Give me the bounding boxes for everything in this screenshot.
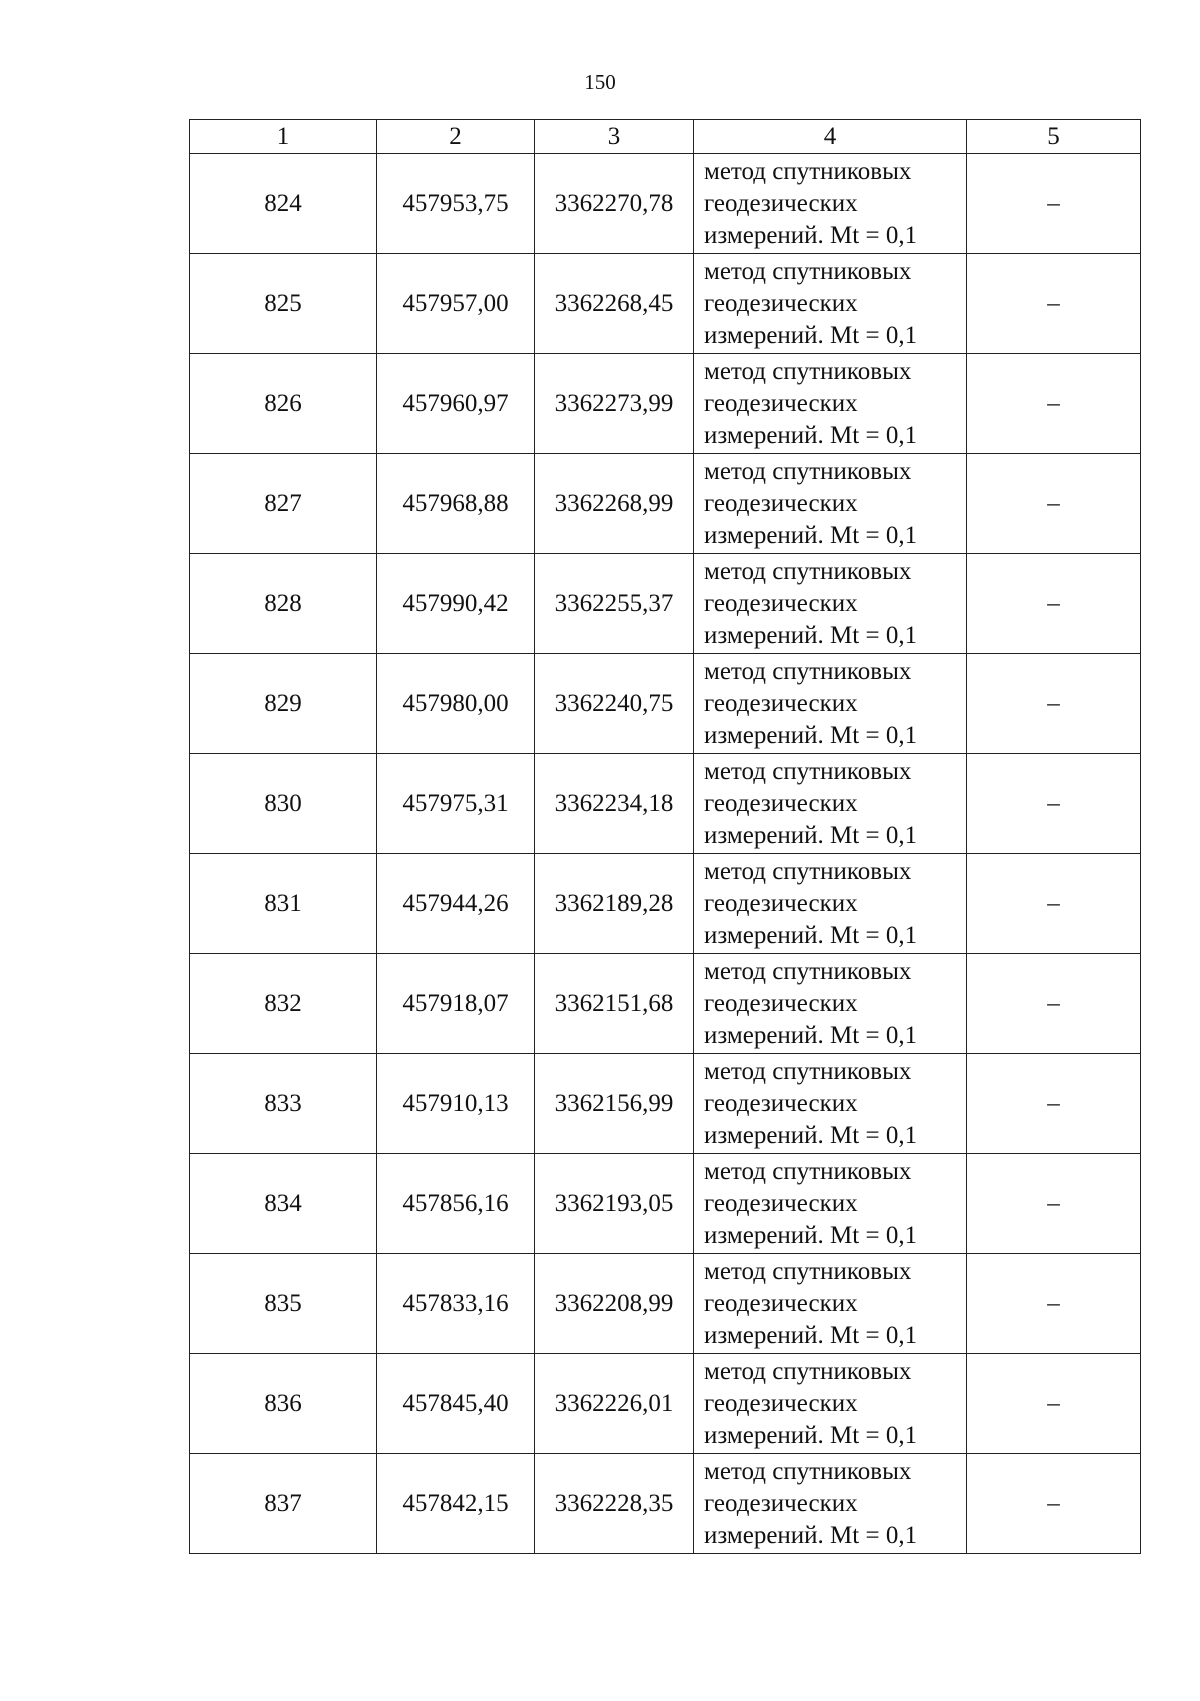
method-line: измерений. Mt = 0,1 (704, 1121, 918, 1149)
column-header: 1 (190, 120, 377, 154)
method-line: измерений. Mt = 0,1 (704, 221, 918, 249)
x-coordinate-cell: 457944,26 (377, 854, 535, 954)
method-line: геодезических (704, 189, 858, 217)
method-line: метод спутниковых (704, 357, 912, 385)
method-line: метод спутниковых (704, 1457, 912, 1485)
method-line: геодезических (704, 589, 858, 617)
table-row (190, 1154, 1141, 1254)
method-line: измерений. Mt = 0,1 (704, 521, 918, 549)
y-coordinate-cell: 3362240,75 (535, 654, 694, 754)
y-coordinate-cell: 3362228,35 (535, 1454, 694, 1554)
x-coordinate-cell: 457845,40 (377, 1354, 535, 1454)
point-number-cell: 827 (190, 454, 377, 554)
point-number-cell: 829 (190, 654, 377, 754)
method-line: метод спутниковых (704, 1057, 912, 1085)
table-row (190, 554, 1141, 654)
y-coordinate-cell: 3362255,37 (535, 554, 694, 654)
table-body (190, 154, 1141, 1554)
note-cell: – (967, 854, 1141, 954)
method-line: измерений. Mt = 0,1 (704, 1021, 918, 1049)
method-line: геодезических (704, 689, 858, 717)
y-coordinate-cell: 3362270,78 (535, 154, 694, 254)
table-header-row (190, 120, 1141, 154)
note-cell: – (967, 754, 1141, 854)
method-line: геодезических (704, 1089, 858, 1117)
y-coordinate-cell: 3362208,99 (535, 1254, 694, 1354)
point-number-cell: 837 (190, 1454, 377, 1554)
table-row (190, 1454, 1141, 1554)
method-line: метод спутниковых (704, 657, 912, 685)
method-cell (694, 1354, 967, 1454)
method-line: метод спутниковых (704, 857, 912, 885)
method-line: измерений. Mt = 0,1 (704, 421, 918, 449)
method-line: измерений. Mt = 0,1 (704, 821, 918, 849)
y-coordinate-cell: 3362189,28 (535, 854, 694, 954)
note-cell: – (967, 654, 1141, 754)
point-number-cell: 824 (190, 154, 377, 254)
point-number-cell: 832 (190, 954, 377, 1054)
method-cell (694, 1154, 967, 1254)
x-coordinate-cell: 457910,13 (377, 1054, 535, 1154)
x-coordinate-cell: 457980,00 (377, 654, 535, 754)
method-line: измерений. Mt = 0,1 (704, 721, 918, 749)
point-number-cell: 830 (190, 754, 377, 854)
x-coordinate-cell: 457960,97 (377, 354, 535, 454)
note-cell: – (967, 1054, 1141, 1154)
y-coordinate-cell: 3362156,99 (535, 1054, 694, 1154)
coordinates-table (189, 119, 1141, 1554)
method-cell (694, 954, 967, 1054)
point-number-cell: 833 (190, 1054, 377, 1154)
method-line: метод спутниковых (704, 557, 912, 585)
table-row (190, 954, 1141, 1054)
table-row (190, 1254, 1141, 1354)
column-header: 2 (377, 120, 535, 154)
table-row (190, 154, 1141, 254)
table-row (190, 854, 1141, 954)
y-coordinate-cell: 3362273,99 (535, 354, 694, 454)
method-cell (694, 1454, 967, 1554)
point-number-cell: 831 (190, 854, 377, 954)
method-line: метод спутниковых (704, 457, 912, 485)
note-cell: – (967, 1354, 1141, 1454)
method-line: измерений. Mt = 0,1 (704, 1321, 918, 1349)
method-line: измерений. Mt = 0,1 (704, 621, 918, 649)
point-number-cell: 834 (190, 1154, 377, 1254)
point-number-cell: 825 (190, 254, 377, 354)
x-coordinate-cell: 457953,75 (377, 154, 535, 254)
column-header: 4 (694, 120, 967, 154)
note-cell: – (967, 354, 1141, 454)
x-coordinate-cell: 457842,15 (377, 1454, 535, 1554)
method-line: измерений. Mt = 0,1 (704, 1221, 918, 1249)
y-coordinate-cell: 3362226,01 (535, 1354, 694, 1454)
x-coordinate-cell: 457957,00 (377, 254, 535, 354)
point-number-cell: 826 (190, 354, 377, 454)
x-coordinate-cell: 457990,42 (377, 554, 535, 654)
method-line: измерений. Mt = 0,1 (704, 1421, 918, 1449)
note-cell: – (967, 254, 1141, 354)
method-line: метод спутниковых (704, 1357, 912, 1385)
method-cell (694, 754, 967, 854)
table-row (190, 1054, 1141, 1154)
method-line: геодезических (704, 1289, 858, 1317)
x-coordinate-cell: 457856,16 (377, 1154, 535, 1254)
y-coordinate-cell: 3362151,68 (535, 954, 694, 1054)
x-coordinate-cell: 457975,31 (377, 754, 535, 854)
method-line: геодезических (704, 289, 858, 317)
method-line: геодезических (704, 1489, 858, 1517)
note-cell: – (967, 954, 1141, 1054)
note-cell: – (967, 1154, 1141, 1254)
point-number-cell: 828 (190, 554, 377, 654)
method-cell (694, 454, 967, 554)
table-row (190, 654, 1141, 754)
table-row (190, 754, 1141, 854)
method-line: геодезических (704, 889, 858, 917)
method-line: метод спутниковых (704, 1157, 912, 1185)
column-header: 5 (967, 120, 1141, 154)
method-line: геодезических (704, 1389, 858, 1417)
table-row (190, 354, 1141, 454)
y-coordinate-cell: 3362193,05 (535, 1154, 694, 1254)
table-row (190, 1354, 1141, 1454)
y-coordinate-cell: 3362268,99 (535, 454, 694, 554)
note-cell: – (967, 1454, 1141, 1554)
method-cell (694, 254, 967, 354)
point-number-cell: 835 (190, 1254, 377, 1354)
note-cell: – (967, 1254, 1141, 1354)
column-header: 3 (535, 120, 694, 154)
method-line: геодезических (704, 789, 858, 817)
note-cell: – (967, 554, 1141, 654)
method-cell (694, 654, 967, 754)
y-coordinate-cell: 3362268,45 (535, 254, 694, 354)
table-row (190, 254, 1141, 354)
table-row (190, 454, 1141, 554)
method-line: геодезических (704, 1189, 858, 1217)
y-coordinate-cell: 3362234,18 (535, 754, 694, 854)
point-number-cell: 836 (190, 1354, 377, 1454)
note-cell: – (967, 454, 1141, 554)
method-line: метод спутниковых (704, 757, 912, 785)
method-line: метод спутниковых (704, 257, 912, 285)
x-coordinate-cell: 457968,88 (377, 454, 535, 554)
method-cell (694, 554, 967, 654)
page-number: 150 (584, 70, 616, 94)
method-line: геодезических (704, 389, 858, 417)
method-line: метод спутниковых (704, 157, 912, 185)
method-line: метод спутниковых (704, 957, 912, 985)
method-cell (694, 154, 967, 254)
x-coordinate-cell: 457833,16 (377, 1254, 535, 1354)
method-cell (694, 854, 967, 954)
method-line: измерений. Mt = 0,1 (704, 1521, 918, 1549)
method-line: измерений. Mt = 0,1 (704, 921, 918, 949)
method-cell (694, 1054, 967, 1154)
method-cell (694, 1254, 967, 1354)
note-cell: – (967, 154, 1141, 254)
method-line: геодезических (704, 489, 858, 517)
method-line: измерений. Mt = 0,1 (704, 321, 918, 349)
method-cell (694, 354, 967, 454)
x-coordinate-cell: 457918,07 (377, 954, 535, 1054)
method-line: геодезических (704, 989, 858, 1017)
method-line: метод спутниковых (704, 1257, 912, 1285)
